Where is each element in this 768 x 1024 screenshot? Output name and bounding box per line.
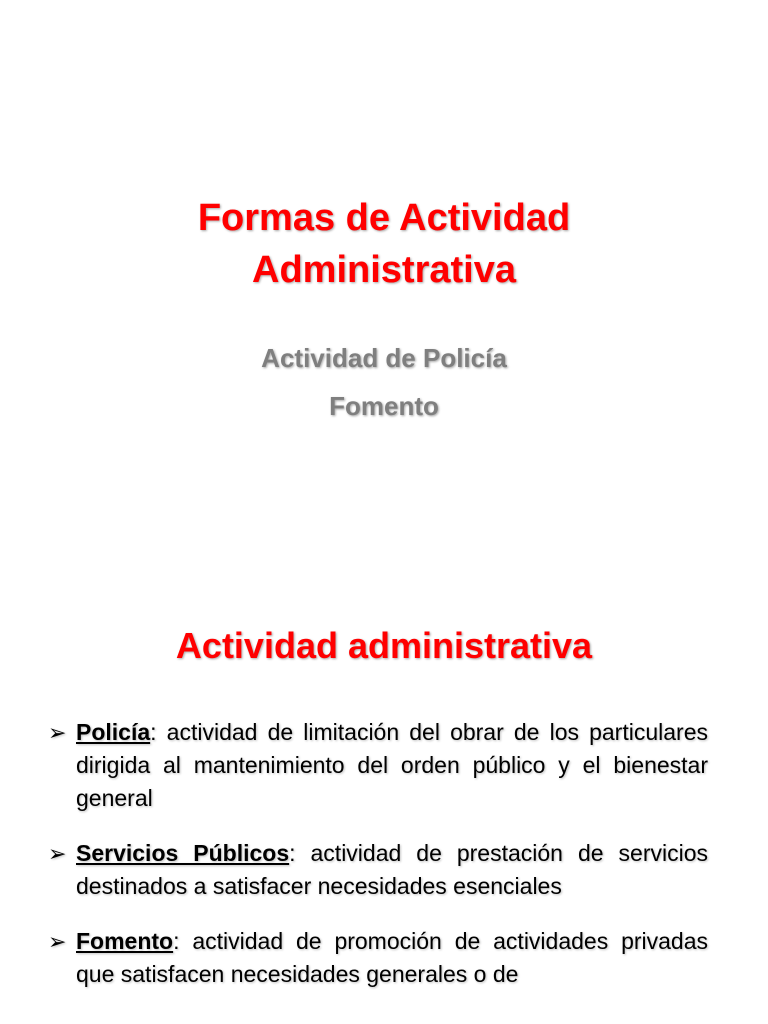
arrow-bullet-icon: ➢: [48, 841, 67, 866]
slide-title-heading: [0, 192, 768, 296]
title-line-1: Formas de Actividad: [197, 197, 571, 239]
subtitle-line-1: Actividad de Policía: [261, 343, 507, 373]
bullet-text: : actividad de limitación del obrar de los particulares dirigida al mantenimiento del orden público y el bienestar general: [76, 719, 708, 811]
arrow-bullet-icon: ➢: [48, 720, 67, 745]
subtitle-line-2: Fomento: [329, 391, 439, 421]
bullet-term: Policía: [76, 719, 151, 745]
bullet-term: Servicios Públicos: [76, 840, 290, 866]
bullet-item-servicios-publicos: [48, 837, 708, 903]
arrow-bullet-icon: ➢: [48, 929, 67, 954]
bullet-item-fomento: [48, 925, 708, 991]
slide-content: [0, 576, 768, 1024]
slide-subtitle: [0, 334, 768, 430]
bullet-list: [48, 716, 708, 1013]
bullet-text: : actividad de promoción de actividades privadas que satisfacen necesidades generales o de: [76, 928, 708, 987]
bullet-text: : actividad de prestación de servicios destinados a satisfacer necesidades esenciales: [76, 840, 708, 899]
title-line-2: Administrativa: [252, 249, 516, 291]
bullet-item-policia: [48, 716, 708, 815]
content-heading: Actividad administrativa: [175, 625, 593, 666]
bullet-term: Fomento: [76, 928, 174, 954]
